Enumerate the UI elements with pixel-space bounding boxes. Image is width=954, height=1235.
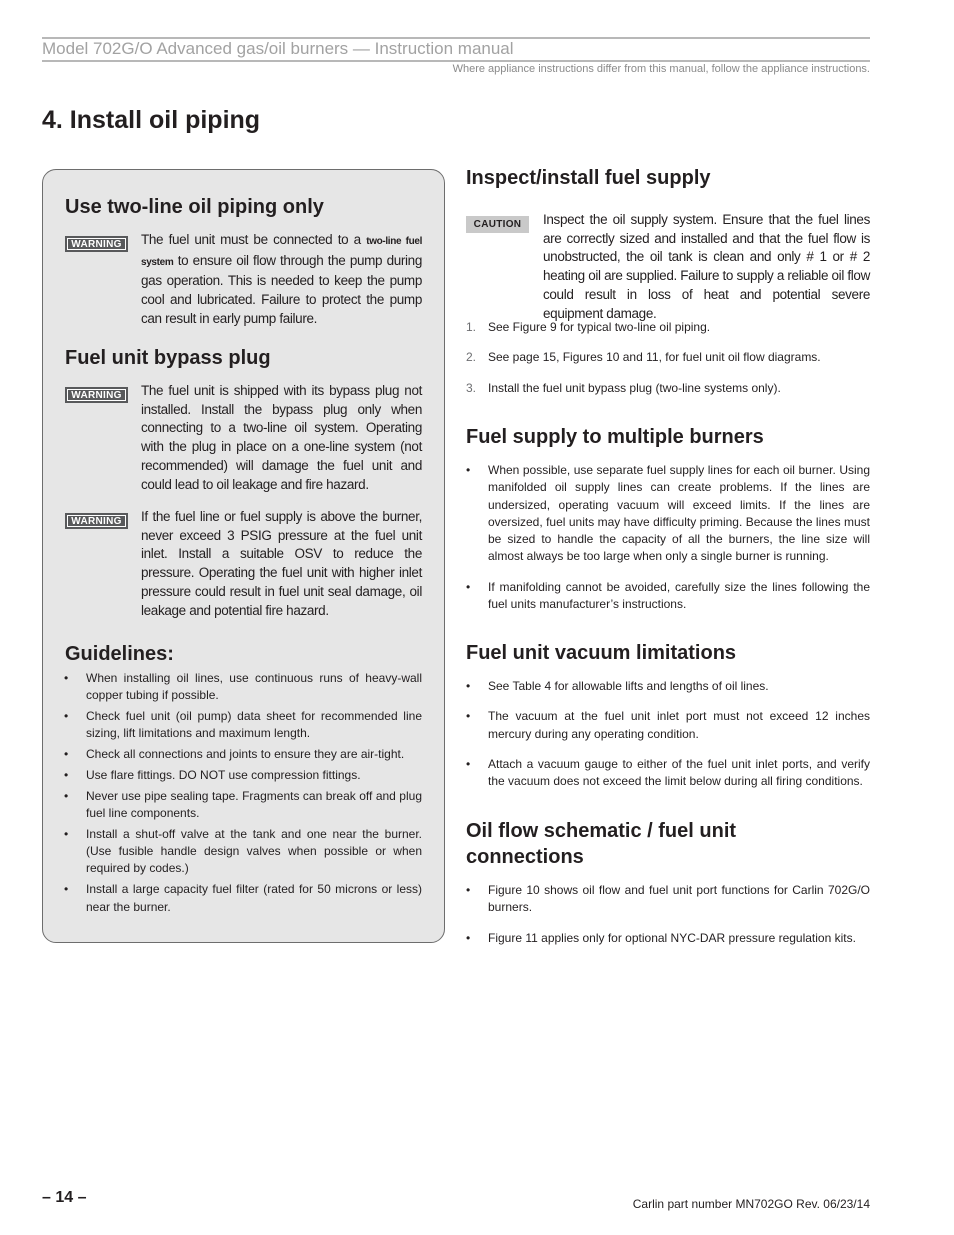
section-title-bypass: Fuel unit bypass plug <box>65 347 271 369</box>
warning-badge: WARNING <box>65 236 128 252</box>
list-item: • Figure 10 shows oil flow and fuel unit port functions for Carlin 702G/O burners. <box>466 883 870 915</box>
list-item: • When possible, use separate fuel supply lines for each oil burner. Using manifolded oil supply lines can create problems. If the lines are undersized, operating vacuum will exceed limits. If the lines are oversized, fuel units may have difficulty priming. Because the lines must be sized to handle the capacity of all the burners, the line size will almost always be too large when only a single burner is running. <box>466 463 870 564</box>
inspect-caution-text: Inspect the oil supply system. Ensure that the fuel lines are correctly sized and installed and that the fuel flow is unobstructed, the oil tank is clean and only # 1 or # 2 heating oil are supplied. Failure to supply a reliable oil flow could result in loss of heat and potential severe equipment damage. <box>543 212 870 321</box>
list-item: 1. See Figure 9 for typical two-line oil piping. <box>466 320 711 334</box>
list-item: 3. Install the fuel unit bypass plug (two-line systems only). <box>466 380 781 395</box>
list-item: • Install a large capacity fuel filter (rated for 50 microns or less) near the burner. <box>64 882 422 914</box>
two-line-warning-text: The fuel unit must be connected to a two-line fuel system to ensure oil flow through the pump during gas operation. This is needed to keep the pump cool and lubricated. Failure to protect the pump can result in early pump failure. <box>141 232 423 326</box>
list-item: • Use flare fittings. DO NOT use compression fittings. <box>64 767 361 782</box>
list-item: • Attach a vacuum gauge to either of the fuel unit inlet ports, and verify the vacuum does not exceed the limit below during all firing conditions. <box>466 756 870 789</box>
warning-badge: WARNING <box>65 387 128 403</box>
list-item: • Check fuel unit (oil pump) data sheet for recommended line sizing, lift limitations and maximum length. <box>64 709 422 741</box>
bypass-warning-text: The fuel unit is shipped with its bypass plug not installed. Install the bypass plug only when connecting to a two-line oil system. Operating with the plug in place on a one-line system (not recommended) will damage the fuel unit and could lead to oil leakage and fire hazard. <box>141 383 422 492</box>
list-item: • Install a shut-off valve at the tank and one near the burner. (Use fusible handle design valves when possible or when required by codes.) <box>64 826 422 876</box>
page-number: – 14 – <box>42 1189 87 1206</box>
page-title: 4. Install oil piping <box>42 106 261 134</box>
caution-badge: CAUTION <box>466 216 529 233</box>
header-note: Where appliance instructions differ from this manual, follow the appliance instructions. <box>452 63 870 75</box>
list-item: • Check all connections and joints to ensure they are air-tight. <box>64 747 405 762</box>
list-item: • If manifolding cannot be avoided, carefully size the lines following the fuel units manufacturer’s instructions. <box>466 579 870 612</box>
manual-title: Model 702G/O Advanced gas/oil burners — Instruction manual <box>42 39 514 58</box>
multiple-burners-list <box>466 462 870 626</box>
schematic-list <box>466 882 870 960</box>
list-item: • See Table 4 for allowable lifts and lengths of oil lines. <box>466 679 769 693</box>
list-item: 2. See page 15, Figures 10 and 11, for fuel unit oil flow diagrams. <box>466 350 821 365</box>
section-title-two-line: Use two-line oil piping only <box>65 196 324 218</box>
section-title-schematic: Oil flow schematic / fuel unit connections <box>466 820 737 868</box>
section-title-guidelines: Guidelines: <box>65 643 174 665</box>
list-item: • Figure 11 applies only for optional NYC-DAR pressure regulation kits. <box>466 930 856 945</box>
section-title-vacuum: Fuel unit vacuum limitations <box>466 642 737 664</box>
section-title-multiple-burners: Fuel supply to multiple burners <box>466 426 764 448</box>
pressure-warning-text: If the fuel line or fuel supply is above the burner, never exceed 3 PSIG pressure at the fuel unit inlet. Install a suitable OSV to reduce the pressure. Operating the fuel unit with higher inlet pressure could result in fuel unit seal damage, oil leakage and potential fire hazard. <box>141 509 422 618</box>
header-rule-bottom <box>42 60 870 62</box>
guidelines-list <box>64 670 422 919</box>
vacuum-list <box>466 678 870 803</box>
warning-badge: WARNING <box>65 513 128 529</box>
list-item: • When installing oil lines, use continuous runs of heavy-wall copper tubing if possible. <box>64 671 422 703</box>
list-item: • Never use pipe sealing tape. Fragments can break off and plug fuel line components. <box>64 788 422 821</box>
section-title-inspect: Inspect/install fuel supply <box>466 167 711 189</box>
part-number: Carlin part number MN702GO Rev. 06/23/14 <box>632 1197 870 1211</box>
inspect-steps-list <box>466 319 870 410</box>
list-item: • The vacuum at the fuel unit inlet port must not exceed 12 inches mercury during any operating condition. <box>466 709 870 741</box>
